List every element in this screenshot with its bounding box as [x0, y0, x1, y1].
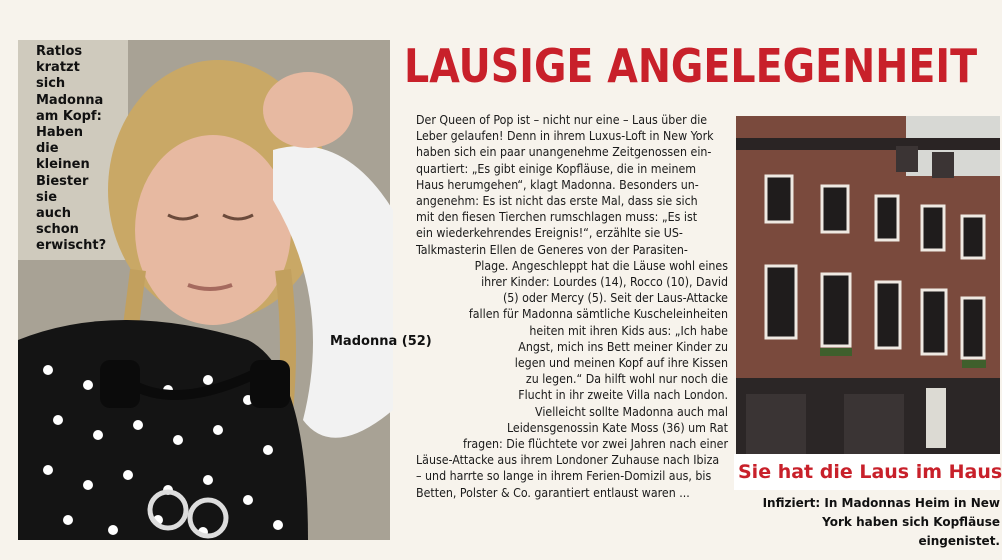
article-line: Vielleicht sollte Madonna auch mal: [535, 404, 728, 419]
article-line: Plage. Angeschleppt hat die Läuse wohl eines: [474, 258, 728, 273]
caption-line: auch schon: [36, 206, 79, 238]
caption-line: kleinen: [36, 157, 90, 173]
article-line: legen und meinen Kopf auf ihre Kissen: [514, 356, 728, 371]
photo-caption-right: [760, 494, 1000, 551]
article-line: mit den fiesen Tierchen rumschlagen muss: „Es ist: [416, 210, 698, 225]
article-body: [416, 112, 728, 544]
article-line: Betten, Polster & Co. garantiert entlaust waren ...: [416, 485, 690, 500]
article-line: Leidensgenossin Kate Moss (36) um Rat: [506, 420, 728, 435]
caption-line: York haben sich Kopfläuse eingenistet.: [822, 515, 1000, 548]
townhouse-illustration: [736, 116, 1000, 454]
name-label: Madonna (52): [330, 334, 432, 349]
article-line: (5) oder Mercy (5). Seit der Laus-Attacke: [502, 291, 728, 306]
article-line: – und harrte so lange in ihrem Ferien-Domizil aus, bis: [416, 469, 712, 484]
article-line: angenehm: Es ist nicht das erste Mal, dass sie sich: [416, 194, 698, 209]
photo-caption-left: [36, 44, 108, 255]
article-line: quartiert: „Es gibt einige Kopfläuse, die in meinem: [416, 161, 697, 176]
townhouse-photo: [736, 116, 1000, 454]
article-line: Läuse-Attacke aus ihrem Londoner Zuhause nach Ibiza: [416, 453, 720, 468]
article-line: Der Queen of Pop ist – nicht nur eine – Laus über die: [416, 113, 708, 127]
caption-line: am Kopf:: [36, 108, 102, 124]
caption-line: kratzt sich: [36, 60, 80, 92]
article-line: ein wiederkehrendes Ereignis!“, erzählte sie US-: [416, 226, 683, 241]
article-line: Angst, mich ins Bett meiner Kinder zu: [518, 339, 728, 354]
caption-line: Infiziert: In Madonnas Heim in New: [762, 496, 1000, 510]
caption-line: erwischt?: [36, 238, 107, 254]
caption-line: Madonna: [36, 92, 104, 108]
article-line: heiten mit ihren Kids aus: „Ich habe: [529, 323, 728, 338]
article-line: Leber gelaufen! Denn in ihrem Luxus-Loft in New York: [416, 129, 714, 144]
caption-line: Ratlos: [36, 44, 83, 59]
article-line: Haus herumgehen“, klagt Madonna. Besonders un-: [416, 177, 699, 192]
headline: LAUSIGE ANGELEGENHEIT: [404, 39, 978, 93]
article-line: Talkmasterin Ellen de Generes von der Parasiten-: [416, 242, 688, 257]
article-line: Flucht in ihr zweite Villa nach London.: [518, 388, 728, 403]
caption-line: Biester sie: [36, 173, 89, 205]
photo-subhead: Sie hat die Laus im Haus: [734, 454, 1000, 490]
article-line: ihrer Kinder: Lourdes (14), Rocco (10), David: [481, 275, 728, 290]
caption-line: Haben die: [36, 125, 84, 157]
article-line: fragen: Die flüchtete vor zwei Jahren nach einer: [462, 437, 728, 452]
article-line: fallen für Madonna sämtliche Kuscheleinheiten: [468, 307, 728, 322]
article-line: zu legen.“ Da hilft wohl nur noch die: [525, 372, 728, 387]
article-line: haben sich ein paar unangenehme Zeitgenossen ein-: [416, 145, 712, 160]
